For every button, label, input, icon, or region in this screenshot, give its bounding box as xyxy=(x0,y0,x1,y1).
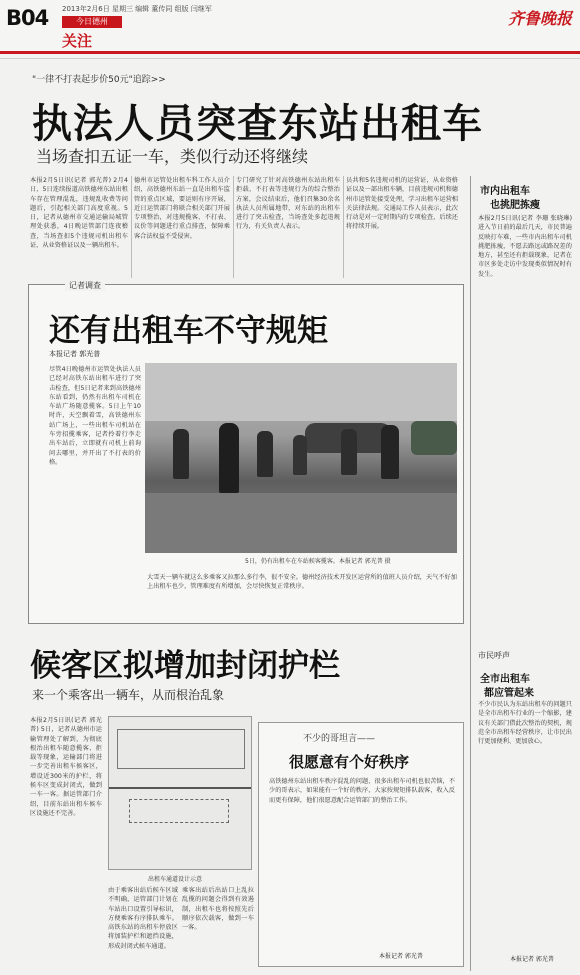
article1-subtitle: 当场查扣五证一车，类似行动还将继续 xyxy=(36,147,309,166)
person-figure xyxy=(257,431,273,477)
map-caption: 出租车通道设计示意 xyxy=(148,876,203,883)
station-layout-diagram xyxy=(108,716,252,870)
article2-byline: 本报记者 郭光普 xyxy=(49,350,101,358)
article2-bottom: 大雪天一辆车就这么多乘客又拉那么多行李，很不安全。德州经济技术开发区运营所的值班人员介绍，天气不好加上出租车也少，管理难度有所增加，会尽快恢复正常秩序。 xyxy=(147,574,457,591)
person-figure xyxy=(341,429,357,475)
divider xyxy=(0,58,580,59)
article1-col2: 德州市运管处出租车科工作人员介绍，高铁德州东站一直是出租车监管的重点区域，要运则有序开展，近日运管部门将联合相关部门开展专项整治，对违规揽客、不打表、议价等问题进行重点排查，保障乘客合法权益不受侵害。 xyxy=(134,177,230,240)
article1-col4: 员共和5名违规司机的运营证，从业资格证以及一部出租车辆，目前违规司机和德州市运管处接受处理，学习出租车运营相关法律法规。交通局工作人员表示，此次行动是对一定时期内的专项检查，后续还将持续开展。 xyxy=(346,177,458,231)
sidebar-title2-line2: 都应管起来 xyxy=(484,688,534,699)
article3-title: 候客区拟增加封闭护栏 xyxy=(30,648,340,684)
column-rule xyxy=(233,176,234,278)
person-figure xyxy=(173,429,189,479)
page-header xyxy=(0,0,580,54)
article3-col2: 由于乘客出站后候车区域不明确，运管部门计划在车站出口设置引导标识，方便乘客有序排队乘车。高铁东站的出租车停放区将加装护栏和遮挡设施，形成封闭式候车通道。 xyxy=(108,887,178,950)
article3-body: 本报2月5日讯(记者 郭光普) 5日，记者从德州市运输管理处了解到，为彻底根治出租车随意揽客、拒载等现象，运输部门将进一步完善出租车候客区，增设近300米的护栏，将候车区变成封闭式，做到一车一客。据运管部门介绍，目前东站出租车候车区设施还不完善。 xyxy=(30,717,102,817)
investigation-box xyxy=(28,281,464,624)
sidebar-body: 本报2月5日讯(记者 李珊 张晓琳) 进入节日前的最后几天，市民普遍反映打车难，一些市内出租车司机挑肥拣瘦，不愿去路远或路况差的地方，甚至还有拒载现象，记者在市区多处走访中发现类似情况时有发生。 xyxy=(478,215,572,278)
section-title: 关注 xyxy=(62,32,93,50)
taxi-stand-photo xyxy=(145,363,457,553)
station-roof xyxy=(145,363,457,421)
article1-title: 执法人员突查东站出租车 xyxy=(32,101,483,147)
sidebar-body2: 不少市民认为东站出租车的问题只是全市出租车行业的一个缩影，建议有关部门借此次整治的契机，规范全市出租车经营秩序，让市民出行更加便利、更加放心。 xyxy=(478,701,572,746)
map-building xyxy=(117,729,245,769)
article2-body: 尽管4日晚德州市运管处执法人员已经对高铁东站出租车进行了突击检查，但5日记者来到高铁德州东站看到，仍然有出租车司机在车站广场随意揽客。5日上午10时许，天空飘着雪，高铁德州东站广场上，一些出租车司机站在车旁招揽乘客，记者拎着行李走出车站后，立即就有司机上前询问去哪里，并开出了不打表的价格。 xyxy=(49,366,141,466)
person-figure xyxy=(293,435,307,475)
quote-title: 很愿意有个好秩序 xyxy=(289,753,410,771)
sidebar-byline: 本报记者 郭光普 xyxy=(510,956,554,963)
map-taxi-area xyxy=(129,799,229,823)
article3-subtitle: 来一个乘客出一辆车，从而根治乱象 xyxy=(32,688,225,702)
page-number: B04 xyxy=(6,6,49,30)
photo-caption: 5日，仍有出租车在车站候客揽客。本报记者 郭光普 摄 xyxy=(245,558,391,565)
quote-byline: 本报记者 郭光普 xyxy=(379,953,423,960)
ground xyxy=(145,493,457,553)
date-line: 2013年2月6日 星期三 编辑 董传同 组版 闫继军 xyxy=(62,5,212,13)
voice-tag: 市民呼声 xyxy=(478,651,510,660)
quote-kicker: 不少的哥坦言—— xyxy=(303,734,376,744)
quote-body: 高铁德州东站出租车秩序混乱的问题，很多出租车司机也很苦恼，不少的哥表示，如果能有一个好的秩序，大家按规矩排队载客，收入反而更有保障，他们很愿意配合运管部门的整治工作。 xyxy=(269,778,455,804)
quote-box xyxy=(258,722,464,967)
sidebar-title-line2: 也挑肥拣瘦 xyxy=(490,200,540,211)
person-figure xyxy=(219,423,239,493)
investigation-banner: 记者调查 xyxy=(65,280,105,291)
column-rule xyxy=(343,176,344,278)
newspaper-logo: 齐鲁晚报 xyxy=(507,9,572,28)
map-road xyxy=(109,787,252,789)
article2-title: 还有出租车不守规矩 xyxy=(49,313,328,349)
article1-col3: 专门研究了针对高铁德州东站出租车拒载、不打表等违规行为的综合整治方案，会议结束后，他们召集30余名执法人员所属地带，对东站的出租车进行了突击检查，当场查处多起违规行为，有关负责人表示。 xyxy=(236,177,340,231)
sidebar-title2-line1: 全市出租车 xyxy=(480,674,530,685)
taxi-car xyxy=(411,421,457,455)
column-rule xyxy=(131,176,132,278)
article1-kicker: "一律不打表起步价50元"追踪>> xyxy=(32,75,166,85)
article3-col3: 乘客出站后出站口上乱拉乱揽的问题会得到有效遏制，出租车也将按照先后顺序依次载客，做到一车一客。 xyxy=(182,887,254,932)
person-figure xyxy=(381,425,399,479)
article1-col1: 本报2月5日讯(记者 郭光普) 2月4日，5日连续报道高铁德州东站出租车存在管理混乱，违规乱收费等问题后，引起相关部门高度重视。5日，记者从德州市交通运输局城管理处获悉，4日晚运管部门连夜稽查，当场查扣5个违规司机出租车证，从业资格证以及一辆出租车。 xyxy=(30,177,128,250)
section-tag: 今日德州 xyxy=(62,16,122,28)
sidebar-title-line1: 市内出租车 xyxy=(480,186,530,197)
sidebar xyxy=(470,176,574,971)
sidebar-rule xyxy=(470,176,471,971)
